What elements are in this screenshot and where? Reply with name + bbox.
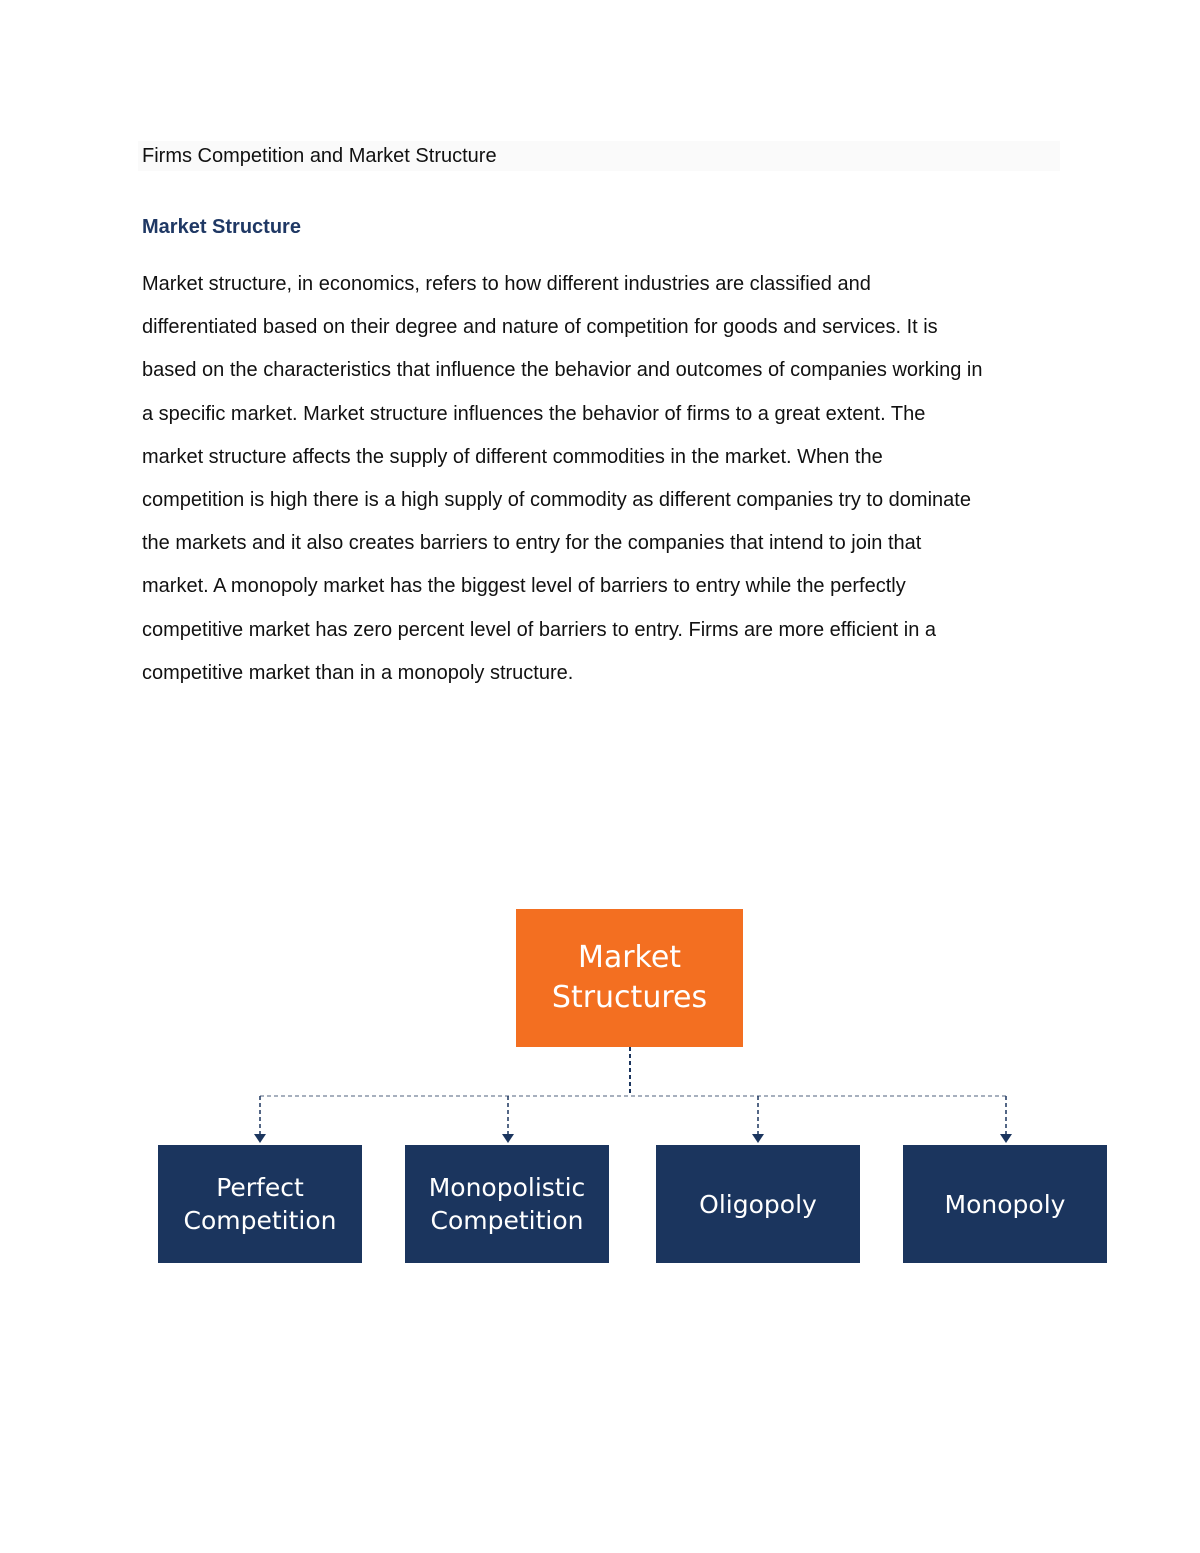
body-line: based on the characteristics that influence the behavior and outcomes of companies working in [142,359,983,382]
node-label: Perfect Competition [183,1173,337,1235]
body-line: market structure affects the supply of different commodities in the market. When the [142,445,883,468]
body-paragraph [142,267,1062,699]
body-line: competition is high there is a high supply of commodity as different companies try to dominate [142,488,971,511]
node-monopoly [903,1145,1107,1263]
diagram-arrowheads [254,1134,1012,1143]
node-monopolistic-competition [405,1145,609,1263]
arrowhead-1 [254,1134,266,1143]
body-line: market. A monopoly market has the biggest level of barriers to entry while the perfectly [142,575,906,598]
body-line: Market structure, in economics, refers to how different industries are classified and [142,273,871,295]
arrowhead-4 [1000,1134,1012,1143]
node-label: Monopolistic Competition [428,1173,586,1235]
document-title: Firms Competition and Market Structure [142,145,497,167]
body-line: differentiated based on their degree and nature of competition for goods and services. It is [142,316,938,339]
node-label: Monopoly [944,1189,1066,1219]
arrowhead-2 [502,1134,514,1143]
body-line: competitive market than in a monopoly structure. [142,661,574,684]
node-oligopoly [656,1145,860,1263]
node-label: Oligopoly [699,1189,817,1219]
title-row [138,141,1060,171]
body-line: a specific market. Market structure influences the behavior of firms to a great extent. The [142,402,926,425]
root-node-label: Market Structures [551,940,708,1015]
root-node-market-structures [516,909,743,1047]
body-line: competitive market has zero percent level of barriers to entry. Firms are more efficient in a [142,618,937,641]
arrowhead-3 [752,1134,764,1143]
body-line: the markets and it also creates barriers to entry for the companies that intend to join that [142,532,922,555]
diagram-connectors [260,1047,1006,1135]
section-heading: Market Structure [142,216,301,238]
node-perfect-competition [158,1145,362,1263]
